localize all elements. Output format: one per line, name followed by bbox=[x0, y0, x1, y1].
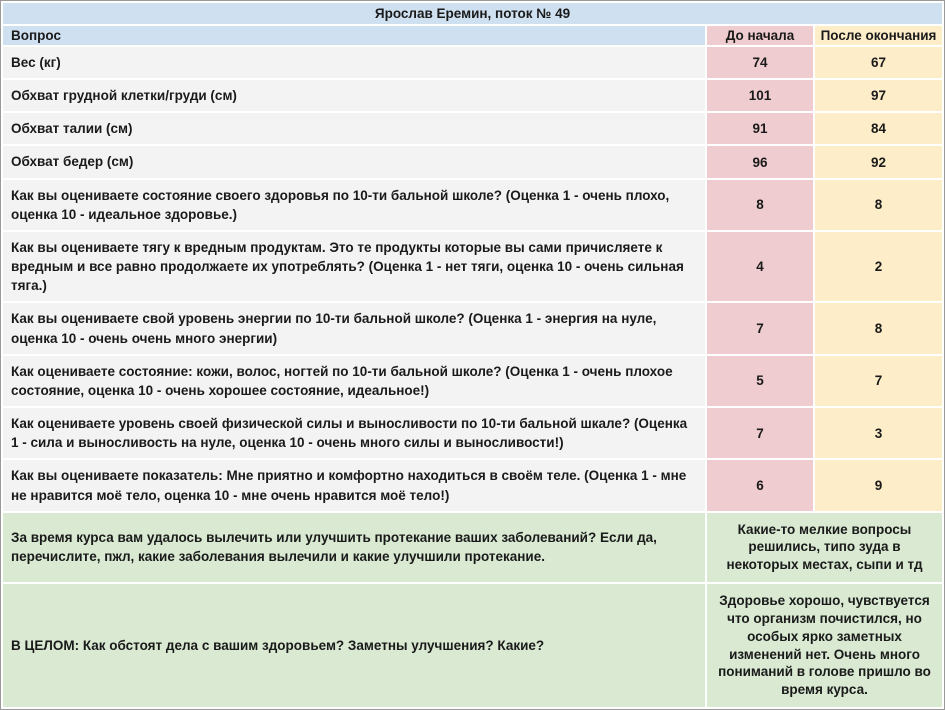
question-cell: Как оцениваете состояние: кожи, волос, ногтей по 10-ти бальной школе? (Оценка 1 - очень плохое состояние, оценка 10 - очень хорошее состояние, идеальное!) bbox=[3, 356, 705, 406]
after-value-cell: 7 bbox=[815, 356, 942, 406]
after-value-cell: 84 bbox=[815, 113, 942, 144]
table-body bbox=[3, 47, 942, 707]
measurement-row bbox=[3, 47, 942, 78]
before-value-cell: 5 bbox=[707, 356, 813, 406]
question-cell: Как вы оцениваете тягу к вредным продуктам. Это те продукты которые вы сами причисляете к вредным и все равно продолжаете их употреблять? (Оценка 1 - нет тяги, оценка 10 - очень сильная тяга.) bbox=[3, 232, 705, 301]
question-cell: Вес (кг) bbox=[3, 47, 705, 78]
question-cell: За время курса вам удалось вылечить или улучшить протекание ваших заболеваний? Если да, перечислите, пжл, какие заболевания вылечили и какие улучшили протекание. bbox=[3, 513, 705, 582]
question-cell: Обхват грудной клетки/груди (см) bbox=[3, 80, 705, 111]
before-value-cell: 7 bbox=[707, 303, 813, 353]
after-value-cell: 8 bbox=[815, 303, 942, 353]
question-cell: Как оцениваете уровень своей физической силы и выносливости по 10-ти бальной шкале? (Оценка 1 - сила и выносливость на нуле, оценка 10 - очень много силы и выносливости!) bbox=[3, 408, 705, 458]
measurement-row bbox=[3, 356, 942, 406]
question-cell: Обхват бедер (см) bbox=[3, 146, 705, 177]
after-value-cell: 97 bbox=[815, 80, 942, 111]
question-cell: Как вы оцениваете показатель: Мне приятно и комфортно находиться в своём теле. (Оценка 1 - мне не нравится моё тело, оценка 10 - мне очень нравится моё тело!) bbox=[3, 460, 705, 510]
table-title: Ярослав Еремин, поток № 49 bbox=[3, 3, 942, 24]
before-value-cell: 74 bbox=[707, 47, 813, 78]
measurement-row bbox=[3, 80, 942, 111]
after-value-cell: 9 bbox=[815, 460, 942, 510]
before-value-cell: 8 bbox=[707, 180, 813, 230]
column-header-after: После окончания bbox=[815, 26, 942, 45]
before-value-cell: 96 bbox=[707, 146, 813, 177]
after-value-cell: 67 bbox=[815, 47, 942, 78]
question-cell: Как вы оцениваете свой уровень энергии по 10-ти бальной школе? (Оценка 1 - энергия на нуле, оценка 10 - очень очень много энергии) bbox=[3, 303, 705, 353]
before-value-cell: 91 bbox=[707, 113, 813, 144]
column-header-question: Вопрос bbox=[3, 26, 705, 45]
measurement-row bbox=[3, 146, 942, 177]
before-value-cell: 7 bbox=[707, 408, 813, 458]
questionnaire-table bbox=[1, 1, 944, 709]
title-row bbox=[3, 3, 942, 24]
column-header-row bbox=[3, 26, 942, 45]
answer-cell: Какие-то мелкие вопросы решились, типо зуда в некоторых местах, сыпи и тд bbox=[707, 513, 942, 582]
open-question-row bbox=[3, 513, 942, 582]
question-cell: Обхват талии (см) bbox=[3, 113, 705, 144]
measurement-row bbox=[3, 232, 942, 301]
before-value-cell: 6 bbox=[707, 460, 813, 510]
after-value-cell: 8 bbox=[815, 180, 942, 230]
measurement-row bbox=[3, 113, 942, 144]
after-value-cell: 2 bbox=[815, 232, 942, 301]
before-value-cell: 101 bbox=[707, 80, 813, 111]
before-value-cell: 4 bbox=[707, 232, 813, 301]
question-cell: Как вы оцениваете состояние своего здоровья по 10-ти бальной школе? (Оценка 1 - очень плохо, оценка 10 - идеальное здоровье.) bbox=[3, 180, 705, 230]
measurement-row bbox=[3, 180, 942, 230]
question-cell: В ЦЕЛОМ: Как обстоят дела с вашим здоровьем? Заметны улучшения? Какие? bbox=[3, 584, 705, 707]
column-header-before: До начала bbox=[707, 26, 813, 45]
answer-cell: Здоровье хорошо, чувствуется что организм почистился, но особых ярко заметных изменений нет. Очень много пониманий в голове пришло во время курса. bbox=[707, 584, 942, 707]
measurement-row bbox=[3, 408, 942, 458]
after-value-cell: 92 bbox=[815, 146, 942, 177]
after-value-cell: 3 bbox=[815, 408, 942, 458]
measurement-row bbox=[3, 460, 942, 510]
measurement-row bbox=[3, 303, 942, 353]
